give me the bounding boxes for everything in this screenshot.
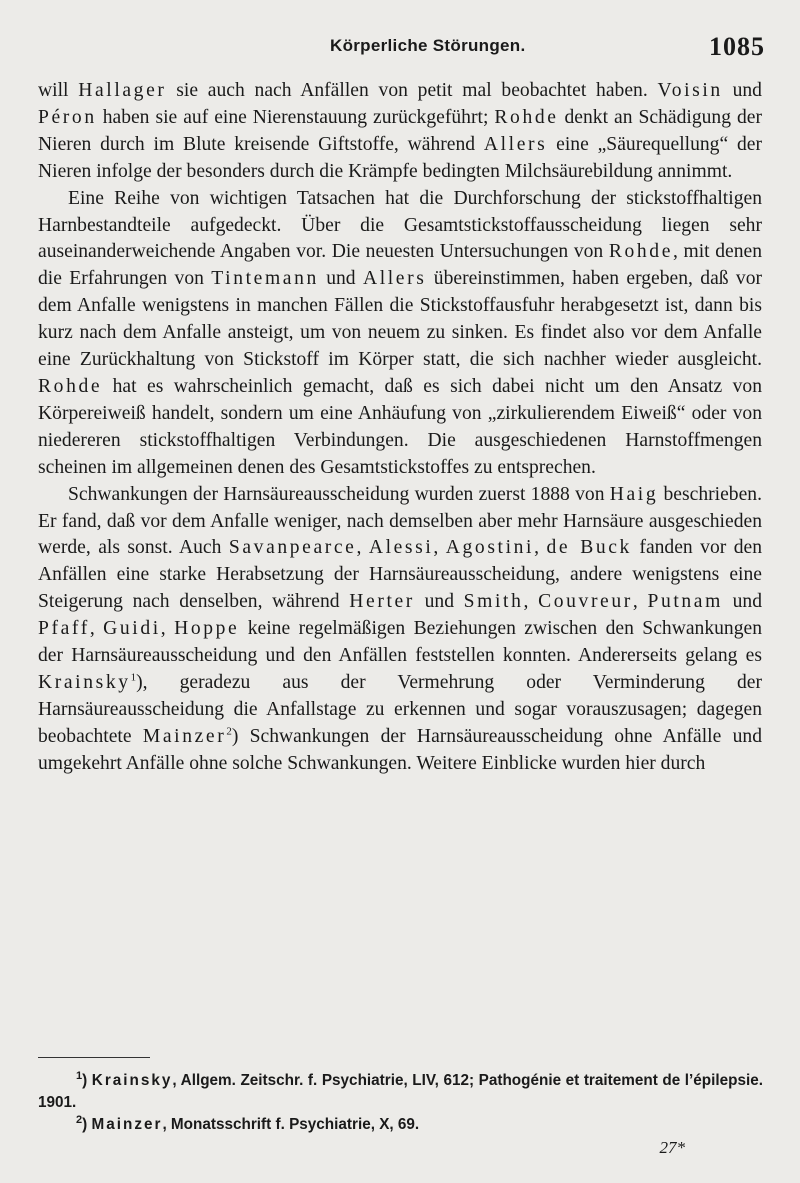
text-run: und — [414, 591, 464, 613]
text-run: ) — [82, 1072, 92, 1089]
text-run: und — [722, 591, 763, 613]
footnote-rule — [38, 1057, 150, 1058]
paragraph-3 — [38, 482, 762, 778]
page-number: 1085 — [709, 32, 765, 61]
text-run: , — [632, 591, 648, 613]
text-run: haben sie auf eine Nierenstauung zurückgeführt; — [96, 106, 495, 128]
spaced-name: de Buck — [546, 537, 632, 559]
spaced-name: Voisin — [657, 80, 723, 101]
spaced-name: Alessi — [368, 537, 434, 559]
spaced-name: Krainsky — [38, 671, 131, 693]
spaced-name: Agostini — [445, 537, 535, 559]
text-run: übereinstimmen, haben ergeben, daß vor dem Anfalle wenigstens in manchen Fällen die Stickstoffausfuhr herabgesetzt ist, dann bis kurz nach dem Anfalle ansteigt, um von neuem zu sinken. Es findet also vor dem Anfalle eine Zurückhaltung von Stickstoff im Körper statt, die sich nachher wieder ausgleicht. — [38, 268, 763, 371]
text-run: ) Schwankungen der Harnsäureausscheidung ohne Anfälle und umgekehrt Anfälle ohne solche Schwankungen. Weitere Einblicke wurden hier durch — [38, 725, 762, 774]
spaced-name: Putnam — [647, 591, 723, 613]
spaced-name: Smith — [463, 591, 524, 613]
text-run: keine regelmäßigen Beziehungen zwischen den Schwankungen der Harnsäureausscheidung und den Anfällen feststellen konnten. Andererseits gelang es — [38, 618, 763, 667]
text-run: hat es wahrscheinlich gemacht, daß es sich dabei nicht um den Ansatz von Körpereiweiß handelt, sondern um eine Anhäufung von „zirkulierendem Eiweiß“ oder von niedereren stickstoffhaltigen Verbindungen. Die ausgeschiedenen Harnstoffmengen scheinen im allgemeinen denen des Gesamtstickstoffes zu entsprechen. — [38, 375, 762, 478]
text-run: , — [89, 618, 104, 640]
spaced-name: Haig — [609, 483, 659, 505]
text-run: Schwankungen der Harnsäureausscheidung wurden zuerst 1888 von — [68, 483, 610, 505]
spaced-name: Rohde — [38, 375, 103, 397]
spaced-name: Krainsky — [91, 1072, 173, 1089]
spaced-name: Hallager — [78, 80, 167, 101]
spaced-name: Tintemann — [211, 268, 319, 290]
signature-mark: 27* — [659, 1138, 685, 1157]
spaced-name: Mainzer — [142, 725, 227, 747]
footnote-ref: 2 — [76, 1113, 83, 1126]
text-run: , Monatsschrift f. Psychiatrie, X, 69. — [162, 1116, 420, 1133]
footnote-ref: 1 — [130, 671, 137, 684]
spaced-name: Mainzer — [91, 1116, 163, 1133]
text-run: fanden vor den Anfällen eine starke Herabsetzung der Harnsäureausscheidung, andere wenigstens eine Steigerung nach denselben, während — [38, 537, 763, 613]
page-header — [40, 32, 765, 62]
spaced-name: Rohde — [608, 241, 673, 263]
footnotes — [38, 1070, 763, 1136]
spaced-name: Herter — [349, 591, 415, 613]
spaced-name: Couvreur — [538, 591, 633, 613]
text-run: , — [523, 591, 539, 613]
spaced-name: Péron — [38, 106, 97, 128]
spaced-name: Pfaff — [38, 618, 90, 640]
footnote-ref: 1 — [76, 1069, 83, 1082]
text-run: , — [160, 618, 175, 640]
spaced-name: Hoppe — [174, 618, 240, 640]
spaced-name: Allers — [483, 133, 548, 155]
footnote-2 — [76, 1114, 763, 1136]
text-run: sie auch nach Anfällen von petit mal beobachtet haben. — [166, 80, 658, 101]
paragraph-1 — [38, 78, 762, 186]
spaced-name: Rohde — [494, 106, 559, 128]
text-run: ), geradezu aus der Vermehrung oder Verminderung der Harnsäureausscheidung die Anfallstage zu erkennen und sogar vorauszusagen; dagegen beobachtete — [38, 671, 762, 747]
paragraph-2 — [38, 186, 762, 482]
text-run: , — [433, 537, 446, 559]
text-run: Eine Reihe von wichtigen Tatsachen hat die Durchforschung der stickstoffhaltigen Harnbestandteile aufgedeckt. Über die Gesamtstickstoffausscheidung liegen sehr auseinanderweichende Angaben vor. Die neuesten Untersuchungen von — [38, 187, 762, 263]
text-run: will — [38, 80, 79, 101]
text-run: ) — [82, 1116, 92, 1133]
text-run: , — [534, 537, 547, 559]
running-head: Körperliche Störungen. — [330, 36, 526, 55]
text-run: , — [356, 537, 369, 559]
text-run: beschrieben. Er fand, daß vor dem Anfalle weniger, nach demselben aber mehr Harnsäure ausgeschieden werde, als sonst. Auch — [38, 483, 762, 559]
spaced-name: Allers — [362, 268, 427, 290]
text-run: und — [318, 268, 363, 290]
text-run: und — [722, 80, 762, 101]
text-run: , Allgem. Zeitschr. f. Psychiatrie, LIV, 612; Pathogénie et traitement de l’épilepsie. 1901. — [38, 1072, 763, 1111]
body-text — [38, 78, 762, 778]
spaced-name: Savanpearce — [228, 537, 357, 559]
footnote-ref: 2 — [226, 725, 232, 738]
footnote-1 — [38, 1070, 763, 1114]
text-run: , mit denen die Erfahrungen von — [38, 241, 763, 290]
text-run: denkt an Schädigung der Nieren durch im Blute kreisende Giftstoffe, während — [38, 106, 763, 155]
spaced-name: Guidi — [103, 618, 161, 640]
text-run: eine „Säurequellung“ der Nieren infolge der besonders durch die Krämpfe bedingten Milchsäurebildung annimmt. — [38, 133, 762, 182]
